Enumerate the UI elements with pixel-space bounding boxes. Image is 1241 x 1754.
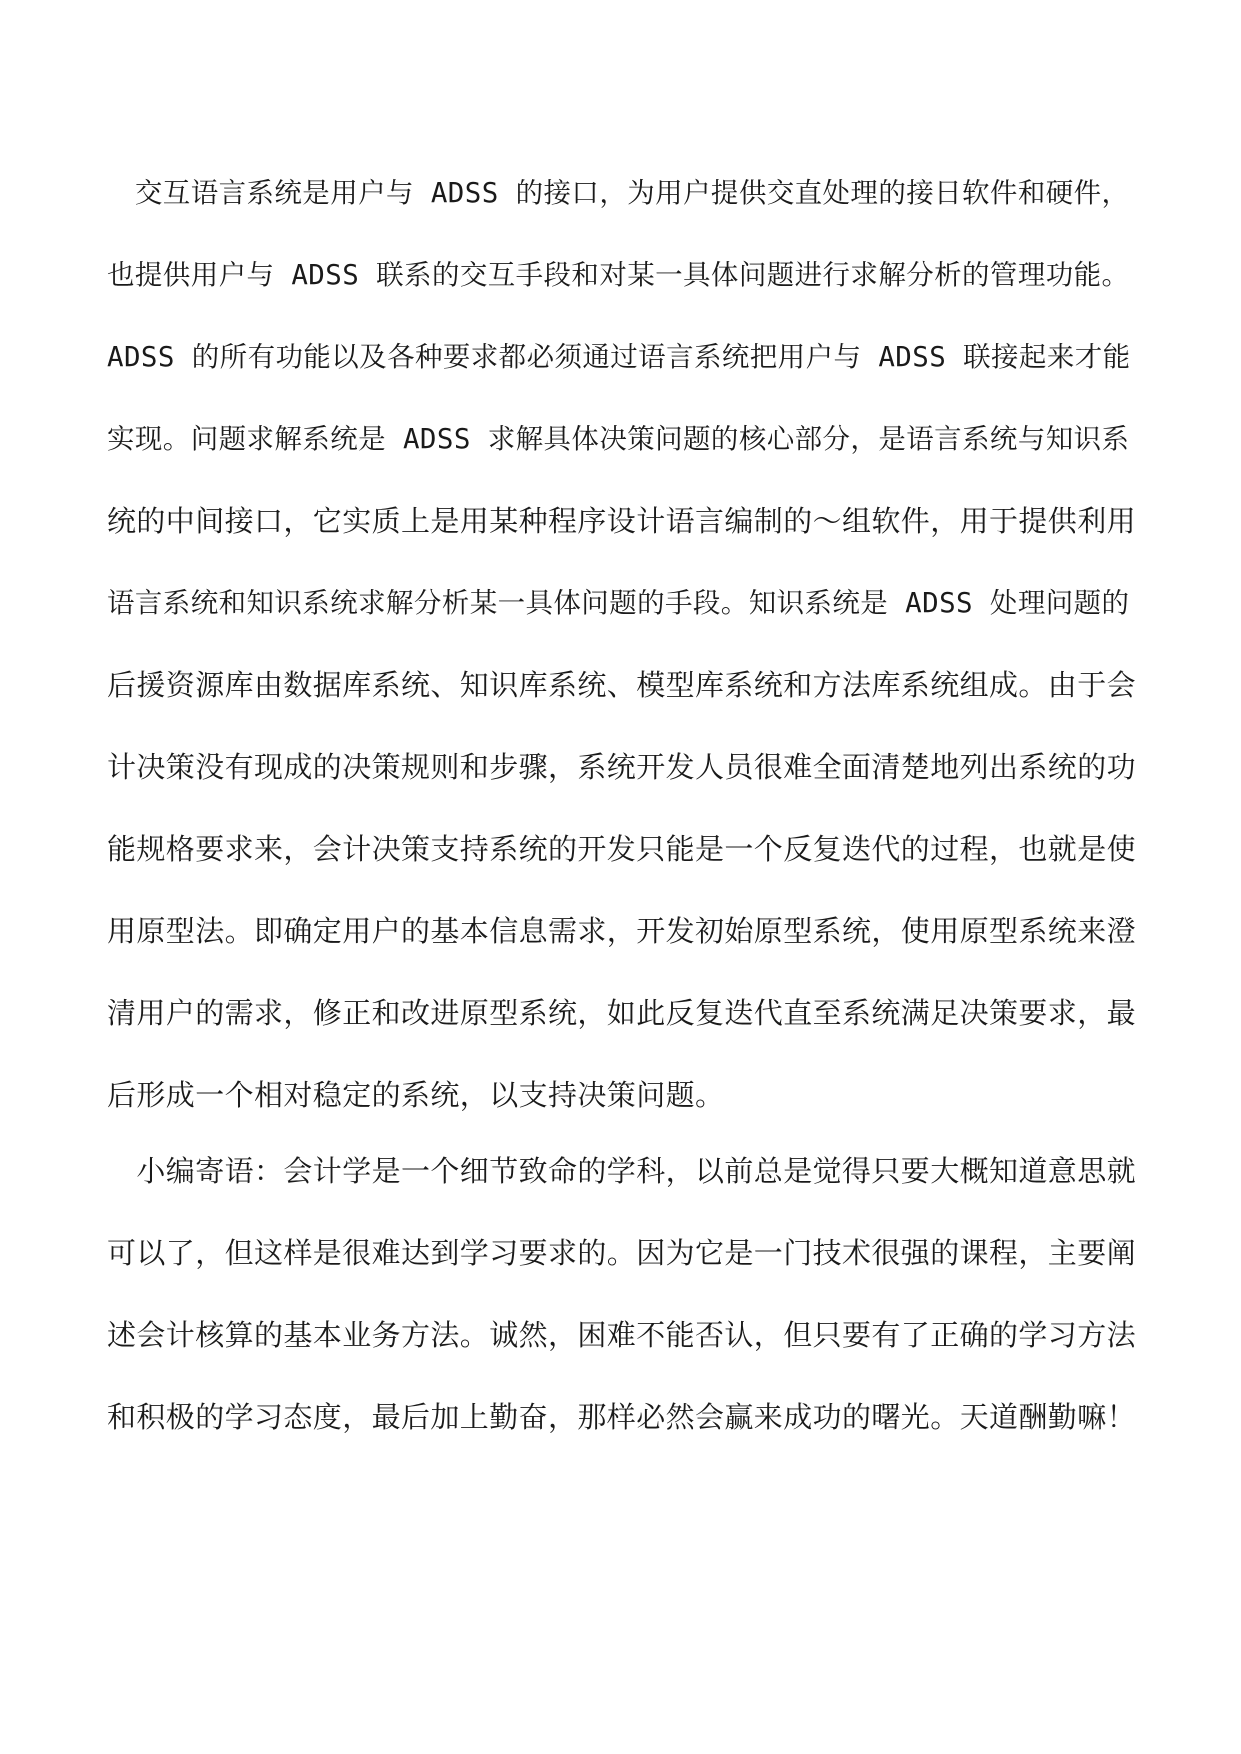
- text-line: 语言系统和知识系统求解分析某一具体问题的手段。知识系统是 ADSS 处理问题的: [107, 587, 1130, 619]
- text-line: 可以了，但这样是很难达到学习要求的。因为它是一门技术很强的课程，主要阐: [107, 1236, 1137, 1270]
- text-line: 清用户的需求，修正和改进原型系统，如此反复迭代直至系统满足决策要求，最: [107, 996, 1137, 1030]
- text-line: 后形成一个相对稳定的系统，以支持决策问题。: [107, 1078, 725, 1112]
- text-line: 计决策没有现成的决策规则和步骤，系统开发人员很难全面清楚地列出系统的功: [107, 750, 1137, 784]
- text-line: 交互语言系统是用户与 ADSS 的接口，为用户提供交直处理的接日软件和硬件，: [107, 177, 1130, 209]
- text-line: 小编寄语：会计学是一个细节致命的学科，以前总是觉得只要大概知道意思就: [107, 1154, 1137, 1188]
- text-line: 实现。问题求解系统是 ADSS 求解具体决策问题的核心部分，是语言系统与知识系: [107, 423, 1130, 455]
- text-line: 统的中间接口，它实质上是用某种程序设计语言编制的～组软件，用于提供利用: [107, 504, 1137, 538]
- text-line: 述会计核算的基本业务方法。诚然，困难不能否认，但只要有了正确的学习方法: [107, 1318, 1137, 1352]
- text-line: 也提供用户与 ADSS 联系的交互手段和对某一具体问题进行求解分析的管理功能。: [107, 259, 1130, 291]
- text-line: ADSS 的所有功能以及各种要求都必须通过语言系统把用户与 ADSS 联接起来才能: [107, 341, 1131, 373]
- text-line: 后援资源库由数据库系统、知识库系统、模型库系统和方法库系统组成。由于会: [107, 668, 1137, 702]
- text-line: 和积极的学习态度，最后加上勤奋，那样必然会赢来成功的曙光。天道酬勤嘛！: [107, 1400, 1137, 1434]
- paragraph-editor-note: [107, 1130, 1137, 1458]
- text-line: 用原型法。即确定用户的基本信息需求，开发初始原型系统，使用原型系统来澄: [107, 914, 1137, 948]
- text-line: 能规格要求来，会计决策支持系统的开发只能是一个反复迭代的过程，也就是使: [107, 832, 1137, 866]
- paragraph-adss-description: [107, 152, 1137, 1136]
